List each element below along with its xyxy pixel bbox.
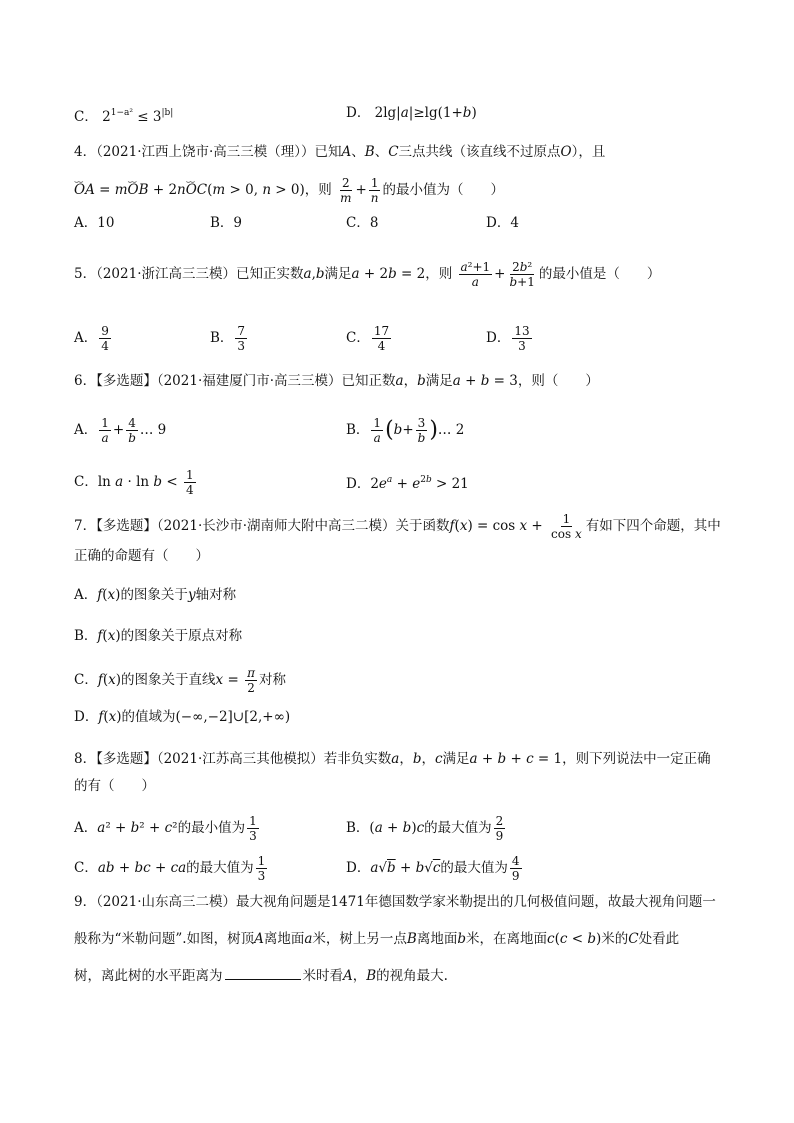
q9-stem-line1: 9．（2021·山东高三二模）最大视角问题是1471年德国数学家米勒提出的几何极值问题，故最大视角问题一 — [74, 894, 716, 910]
q9-stem-line3: 树，离此树的水平距离为 米时看A，B的视角最大. — [74, 968, 448, 984]
q8-stem-line2: 的有（ ） — [74, 778, 155, 794]
q8-option-a[interactable]: A．a² + b² + c²的最小值为 $\frac{1}{3}$ — [74, 814, 257, 843]
q7-option-a[interactable]: A．f(x)的图象关于y轴对称 — [74, 587, 237, 603]
q6-option-a[interactable]: A． $\frac{1}{a}$ + $\frac{4}{b}$ … 9 — [74, 416, 167, 445]
q4-option-b[interactable]: B．9 — [210, 215, 243, 231]
q4-stem-line2: ⌣⌣ OA = m⌣⌣ OB + 2n⌣⌣ OC(m > 0, n > 0)，则 $\frac{2}{m}$ + $\frac{1}{n}$ 的最小值为（ ） — [74, 176, 504, 205]
q9-stem-line2: 般称为“米勒问题”.如图，树顶A离地面a米，树上另一点B离地面b米，在离地面c(c < b)米的C处看此 — [74, 931, 680, 947]
q5-option-a[interactable]: A． $\frac{9}{4}$ — [74, 324, 109, 353]
q8-option-b[interactable]: B．(a + b)c的最大值为 $\frac{2}{9}$ — [346, 814, 504, 843]
q7-option-d[interactable]: D．f(x)的值域为(−∞,−2]∪[2,+∞) — [74, 709, 291, 725]
q6-option-b[interactable]: B． $\frac{1}{a}$ (b+ $\frac{3}{b}$ )… 2 — [346, 416, 465, 445]
answer-blank[interactable] — [225, 967, 301, 980]
q5-option-d[interactable]: D． $\frac{13}{3}$ — [486, 324, 530, 353]
q7-option-b[interactable]: B．f(x)的图象关于原点对称 — [74, 628, 243, 644]
q4-option-d[interactable]: D．4 — [486, 215, 519, 231]
q7-stem-line1: 7．【多选题】（2021·长沙市·湖南师大附中高三二模）关于函数f(x) = cos x + $\frac{1}{\text{cos x}}$ 有如下四个命题，其中 — [74, 512, 721, 541]
q6-option-d[interactable]: D．$2e^a + e^{2b} > 21$ — [346, 475, 469, 492]
q8-option-c[interactable]: C．ab + bc + ca的最大值为 $\frac{1}{3}$ — [74, 854, 266, 883]
q5-option-b[interactable]: B． $\frac{7}{3}$ — [210, 324, 246, 353]
q3-option-d[interactable]: D． 2lg|a|≥lg(1+b) — [346, 105, 477, 121]
q6-stem: 6．【多选题】（2021·福建厦门市·高三三模）已知正数a，b满足a + b = 3，则（ ） — [74, 373, 599, 389]
q3-option-c[interactable]: C． $2^{1-a^2} \le 3^{|b|}$ — [74, 108, 174, 125]
q5-stem: 5．（2021·浙江高三三模）已知正实数a,b满足a + 2b = 2，则 $\frac{\text{a²+1}}{a}$ + $\frac{\text{2b²}}{b+1}$ 的最小值是（ ） — [74, 260, 661, 289]
q4-stem-line1: 4．（2021·江西上饶市·高三三模（理））已知A、B、C三点共线（该直线不过原点O），且 — [74, 144, 606, 160]
q5-option-c[interactable]: C． $\frac{17}{4}$ — [346, 324, 390, 353]
q8-stem-line1: 8．【多选题】（2021·江苏高三其他模拟）若非负实数a，b，c满足a + b + c = 1，则下列说法中一定正确 — [74, 751, 711, 767]
q4-option-c[interactable]: C．8 — [346, 215, 379, 231]
q6-option-c[interactable]: C．ln a · ln b < $\frac{1}{4}$ — [74, 468, 194, 497]
q8-option-d[interactable]: D．a√b + b√c的最大值为 $\frac{4}{9}$ — [346, 854, 520, 883]
q4-option-a[interactable]: A．10 — [74, 215, 115, 231]
q7-stem-line2: 正确的命题有（ ） — [74, 548, 209, 564]
q7-option-c[interactable]: C．f(x)的图象关于直线x = $\frac{\pi}{2}$ 对称 — [74, 666, 286, 695]
